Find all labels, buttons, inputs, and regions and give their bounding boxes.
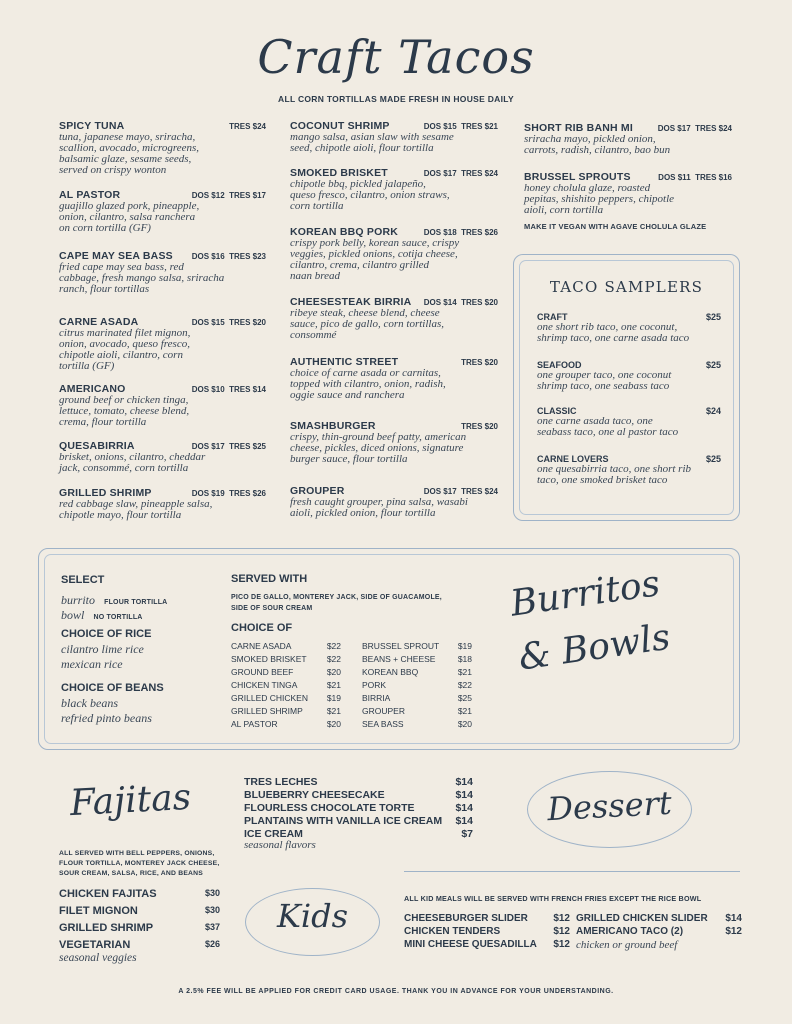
kids-row [576,913,742,926]
choice-price: $19 [326,693,341,703]
menu-item-description: honey cholula glaze, roasted [524,182,651,194]
menu-item-description: aioli, corn tortilla [524,204,604,216]
choice-name: CHICKEN TINGA [231,680,298,690]
menu-item-description: balsamic glaze, sesame seeds, [59,153,192,165]
menu-item-name: CHEESESTEAK BIRRIA [290,296,412,308]
kids-row [576,926,742,939]
menu-item [524,122,732,156]
choice-name: GROUPER [362,706,405,716]
kids-item-price: $12 [725,926,742,937]
fajita-row [59,905,220,922]
choice-price: $22 [326,641,341,651]
sampler-name: CLASSIC [537,406,577,416]
sampler-description: one carne asada taco, one [537,415,653,427]
sampler-name: SEAFOOD [537,360,582,370]
dessert-price: $14 [455,789,473,801]
sampler-price: $25 [705,312,721,322]
fajita-name: CHICKEN FAJITAS [59,888,157,900]
choice-name: BRUSSEL SPROUT [362,641,440,651]
menu-item-name: GRILLED SHRIMP [59,487,152,499]
choice-name: BEANS + CHEESE [362,654,436,664]
menu-item-description: burger sauce, flour tortilla [290,453,408,465]
menu-item-description: citrus marinated filet mignon, [59,327,191,339]
sampler-description: one short rib taco, one coconut, [537,321,678,333]
choice-row [231,693,341,706]
menu-item [290,120,498,154]
dessert-name: FLOURLESS CHOCOLATE TORTE [244,802,415,814]
sampler-price: $25 [705,360,721,370]
menu-item-price: DOS $16 TRES $23 [191,252,266,261]
menu-item-description: lettuce, tomato, cheese blend, [59,405,190,417]
choices-left-table [231,641,341,732]
fajita-name: GRILLED SHRIMP [59,922,154,934]
menu-item-price: DOS $17 TRES $24 [423,169,498,178]
choice-row [362,680,472,693]
menu-item [59,487,266,521]
footer-note: A 2.5% FEE WILL BE APPLIED FOR CREDIT CARD USAGE. THANK YOU IN ADVANCE FOR YOUR UNDERSTANDING. [178,988,614,995]
menu-item [290,485,498,519]
menu-item-description: onion, avocado, queso fresco, [59,338,190,350]
fajitas-list [59,888,220,956]
menu-item-description: brisket, onions, cilantro, cheddar [59,451,206,463]
kids-item-name: CHICKEN TENDERS [404,926,501,937]
kids-item-name: AMERICANO TACO (2) [576,926,684,937]
dessert-row [244,789,473,802]
choice-name: GRILLED SHRIMP [231,706,303,716]
rice-option: cilantro lime rice [61,642,144,656]
menu-item-price: DOS $17 TRES $24 [423,487,498,496]
burritos-title-line2: & Bowls [516,616,673,679]
choice-name: GRILLED CHICKEN [231,693,308,703]
menu-item-description: consommé [290,329,337,341]
menu-item-description: onion, cilantro, salsa ranchera [59,211,196,223]
menu-item [59,383,266,428]
choice-price: $18 [457,654,472,664]
beans-label: CHOICE OF BEANS [61,682,164,694]
menu-item-name: AMERICANO [59,383,126,395]
kids-item-name: MINI CHEESE QUESADILLA [404,939,537,950]
kids-item-price: $12 [553,926,570,937]
menu-item-price: DOS $15 TRES $20 [191,318,266,327]
menu-item-description: sauce, pico de gallo, corn tortillas, [290,318,444,330]
menu-item-description: cilantro, crema, cilantro grilled [290,259,430,271]
select-option-bowl: bowl NO TORTILLA [61,608,143,622]
fajita-row [59,922,220,939]
dessert-row [244,776,473,789]
kids-item-name: GRILLED CHICKEN SLIDER [576,913,708,924]
fajitas-title: Fajitas [69,776,193,825]
menu-item-name: SMOKED BRISKET [290,167,388,179]
menu-item-description: ranch, flour tortillas [59,283,150,295]
dessert-price: $14 [455,802,473,814]
menu-item-name: BRUSSEL SPROUTS [524,171,631,183]
menu-item-description: seed, chipotle aioli, flour tortilla [290,142,434,154]
choice-price: $21 [457,667,472,677]
choice-price: $25 [457,693,472,703]
menu-item-description: cheese, pickles, diced onions, signature [290,442,464,454]
served-with-label: SERVED WITH [231,573,308,585]
menu-item-description: corn tortilla [290,200,344,212]
sampler-description: one grouper taco, one coconut [537,369,672,381]
kids-row [404,913,570,926]
kids-left-list [404,913,570,952]
menu-item-description: naan bread [290,270,341,282]
choice-name: SMOKED BRISKET [231,654,307,664]
menu-item-description: aioli, pickled onion, flour tortilla [290,507,436,519]
menu-item-description: sriracha mayo, pickled onion, [524,133,656,145]
rice-label: CHOICE OF RICE [61,628,152,640]
sampler-item [537,360,721,392]
menu-item [59,189,266,234]
sampler-item [537,454,721,486]
menu-item-description: crispy, thin-ground beef patty, american [290,431,467,443]
menu-item [59,440,266,474]
menu-item-description: chipotle mayo, flour tortilla [59,509,182,521]
menu-item [290,226,498,282]
menu-item-description: queso fresco, cilantro, onion straws, [290,189,450,201]
choice-row [231,641,341,654]
choice-name: CARNE ASADA [231,641,292,651]
page-subtitle: ALL CORN TORTILLAS MADE FRESH IN HOUSE DAILY [278,94,514,104]
menu-item [290,420,498,465]
dessert-price: $14 [455,776,473,788]
menu-item-price: TRES $20 [461,422,498,431]
menu-item-description: veggies, pickled onions, cotija cheese, [290,248,458,260]
menu-item-description: scallion, avocado, microgreens, [59,142,200,154]
kids-item-price: $14 [725,913,742,924]
choices-right-table [362,641,472,732]
beans-option: refried pinto beans [61,711,152,725]
sampler-description: seabass taco, one al pastor taco [537,426,679,438]
menu-item-description: jack, consommé, corn tortilla [59,462,189,474]
menu-item-description: pepitas, shishito peppers, chipotle [524,193,675,205]
menu-item [59,250,266,295]
menu-item-name: QUESABIRRIA [59,440,135,452]
dessert-row [244,802,473,815]
menu-item-name: AL PASTOR [59,189,121,201]
dessert-name: PLANTAINS WITH VANILLA ICE CREAM [244,815,443,827]
menu-item-description: ground beef or chicken tinga, [59,394,189,406]
fajita-name: VEGETARIAN [59,939,131,951]
menu-item-description: served on crispy wonton [59,164,167,176]
dessert-list [244,776,473,841]
choice-row [362,641,472,654]
menu-item-price: DOS $14 TRES $20 [423,298,498,307]
choice-row [231,654,341,667]
sampler-description: one quesabirria taco, one short rib [537,463,691,475]
menu-item-name: KOREAN BBQ PORK [290,226,399,238]
menu-item-description: fresh caught grouper, pina salsa, wasabi [290,496,468,508]
choice-row [362,719,472,732]
menu-item-name: SMASHBURGER [290,420,376,432]
sampler-name: CARNE LOVERS [537,454,609,464]
fajita-price: $30 [204,888,220,898]
menu-item-description: oggie sauce and ranchera [290,389,405,401]
fajitas-note: ALL SERVED WITH BELL PEPPERS, ONIONS, [59,850,215,857]
menu-item-description: cabbage, fresh mango salsa, sriracha [59,272,225,284]
menu-item-name: GROUPER [290,485,345,497]
menu-item-name: AUTHENTIC STREET [290,356,399,368]
sampler-item [537,312,721,344]
choice-name: AL PASTOR [231,719,278,729]
choice-price: $21 [457,706,472,716]
choice-name: GROUND BEEF [231,667,294,677]
menu-item [290,167,498,212]
fajita-price: $37 [204,922,220,932]
served-with-line: SIDE OF SOUR CREAM [231,605,313,612]
sampler-item [537,406,721,438]
kids-item-price: $12 [553,939,570,950]
choice-of-label: CHOICE OF [231,622,293,634]
dessert-price: $14 [455,815,473,827]
menu-item-price: DOS $12 TRES $17 [191,191,266,200]
kids-item-price: $12 [553,913,570,924]
kids-right-list [576,913,742,939]
menu-item [290,296,498,341]
choice-price: $20 [457,719,472,729]
served-with-line: PICO DE GALLO, MONTEREY JACK, SIDE OF GUACAMOLE, [231,594,442,601]
sampler-description: taco, one smoked brisket taco [537,474,668,486]
select-label: SELECT [61,574,105,586]
kids-divider [404,871,740,872]
dessert-name: ICE CREAM [244,828,303,840]
menu-item [59,316,266,372]
page-title: Craft Tacos [257,30,535,84]
ice-cream-note: seasonal flavors [244,839,316,851]
menu-item-price: TRES $20 [461,358,498,367]
menu-item-price: DOS $18 TRES $26 [423,228,498,237]
menu-item-description: tuna, japanese mayo, sriracha, [59,131,196,143]
menu-item-name: CAPE MAY SEA BASS [59,250,173,262]
fajita-price: $30 [204,905,220,915]
menu-item [290,356,498,401]
choice-row [231,706,341,719]
dessert-price: $7 [461,828,473,840]
select-option-burrito: burrito FLOUR TORTILLA [61,593,168,607]
menu-item-description: crema, flour tortilla [59,416,147,428]
menu-item-price: DOS $17 TRES $24 [657,124,732,133]
menu-item-price: DOS $17 TRES $25 [191,442,266,451]
dessert-name: BLUEBERRY CHEESECAKE [244,789,385,801]
choice-row [362,706,472,719]
menu-item-description: on corn tortilla (GF) [59,222,151,234]
choice-name: SEA BASS [362,719,404,729]
choice-name: BIRRIA [362,693,391,703]
kids-title: Kids [276,897,349,935]
choice-name: KOREAN BBQ [362,667,419,677]
menu-item-description: guajillo glazed pork, pineapple, [59,200,200,212]
choice-price: $22 [326,654,341,664]
menu-item-description: topped with cilantro, onion, radish, [290,378,446,390]
menu-item-price: DOS $19 TRES $26 [191,489,266,498]
menu-item [524,171,732,216]
sampler-description: shrimp taco, one carne asada taco [537,332,690,344]
burritos-title-line1: Burritos [508,563,663,625]
dessert-row [244,815,473,828]
kids-note: ALL KID MEALS WILL BE SERVED WITH FRENCH FRIES EXCEPT THE RICE BOWL [404,894,702,903]
fajitas-note: FLOUR TORTILLA, MONTEREY JACK CHEESE, [59,860,220,867]
choice-name: PORK [362,680,387,690]
fajitas-note: SOUR CREAM, SALSA, RICE, AND BEANS [59,870,204,877]
menu-item-description: crispy pork belly, korean sauce, crispy [290,237,460,249]
menu-item-description: choice of carne asada or carnitas, [290,367,441,379]
choice-price: $20 [326,719,341,729]
menu-item-description: fried cape may sea bass, red [59,261,184,273]
choice-row [362,667,472,680]
choice-row [231,667,341,680]
kids-item-name: CHEESEBURGER SLIDER [404,913,528,924]
choice-price: $21 [326,680,341,690]
menu-item-description: mango salsa, asian slaw with sesame [290,131,454,143]
menu-item-price: DOS $11 TRES $16 [658,173,732,182]
fajita-price: $26 [204,939,220,949]
menu-item-name: SHORT RIB BANH MI [524,122,633,134]
menu-item-name: CARNE ASADA [59,316,139,328]
choice-price: $20 [326,667,341,677]
menu-item-name: COCONUT SHRIMP [290,120,390,132]
menu-item-name: SPICY TUNA [59,120,125,132]
beans-option: black beans [61,696,118,710]
choice-row [362,654,472,667]
menu-item-price: TRES $24 [229,122,266,131]
menu-item-price: DOS $15 TRES $21 [423,122,498,131]
menu-item-description: carrots, radish, cilantro, bao bun [524,144,671,156]
fajitas-veg-note: seasonal veggies [59,952,137,964]
choice-row [362,693,472,706]
fajita-row [59,888,220,905]
sampler-price: $25 [705,454,721,464]
dessert-title: Dessert [546,783,673,829]
sampler-description: shrimp taco, one seabass taco [537,380,670,392]
dessert-name: TRES LECHES [244,776,318,788]
taco-samplers-title: TACO SAMPLERS [549,278,704,296]
choice-price: $22 [457,680,472,690]
choice-price: $21 [326,706,341,716]
menu-item-description: chipotle aioli, cilantro, corn [59,349,183,361]
menu-item-description: tortilla (GF) [59,360,115,372]
kids-row [404,939,570,952]
choice-row [231,680,341,693]
menu-item-price: DOS $10 TRES $14 [191,385,266,394]
sampler-price: $24 [705,406,721,416]
rice-option: mexican rice [61,657,123,671]
menu-item-description: red cabbage slaw, pineapple salsa, [59,498,213,510]
kids-right-note: chicken or ground beef [576,939,678,951]
choice-price: $19 [457,641,472,651]
fajita-name: FILET MIGNON [59,905,138,917]
choice-row [231,719,341,732]
sampler-name: CRAFT [537,312,568,322]
menu-item [59,120,266,176]
kids-row [404,926,570,939]
vegan-note: MAKE IT VEGAN WITH AGAVE CHOLULA GLAZE [524,222,707,231]
menu-item-description: ribeye steak, cheese blend, cheese [290,307,440,319]
menu-item-description: chipotle bbq, pickled jalapeño, [290,178,426,190]
